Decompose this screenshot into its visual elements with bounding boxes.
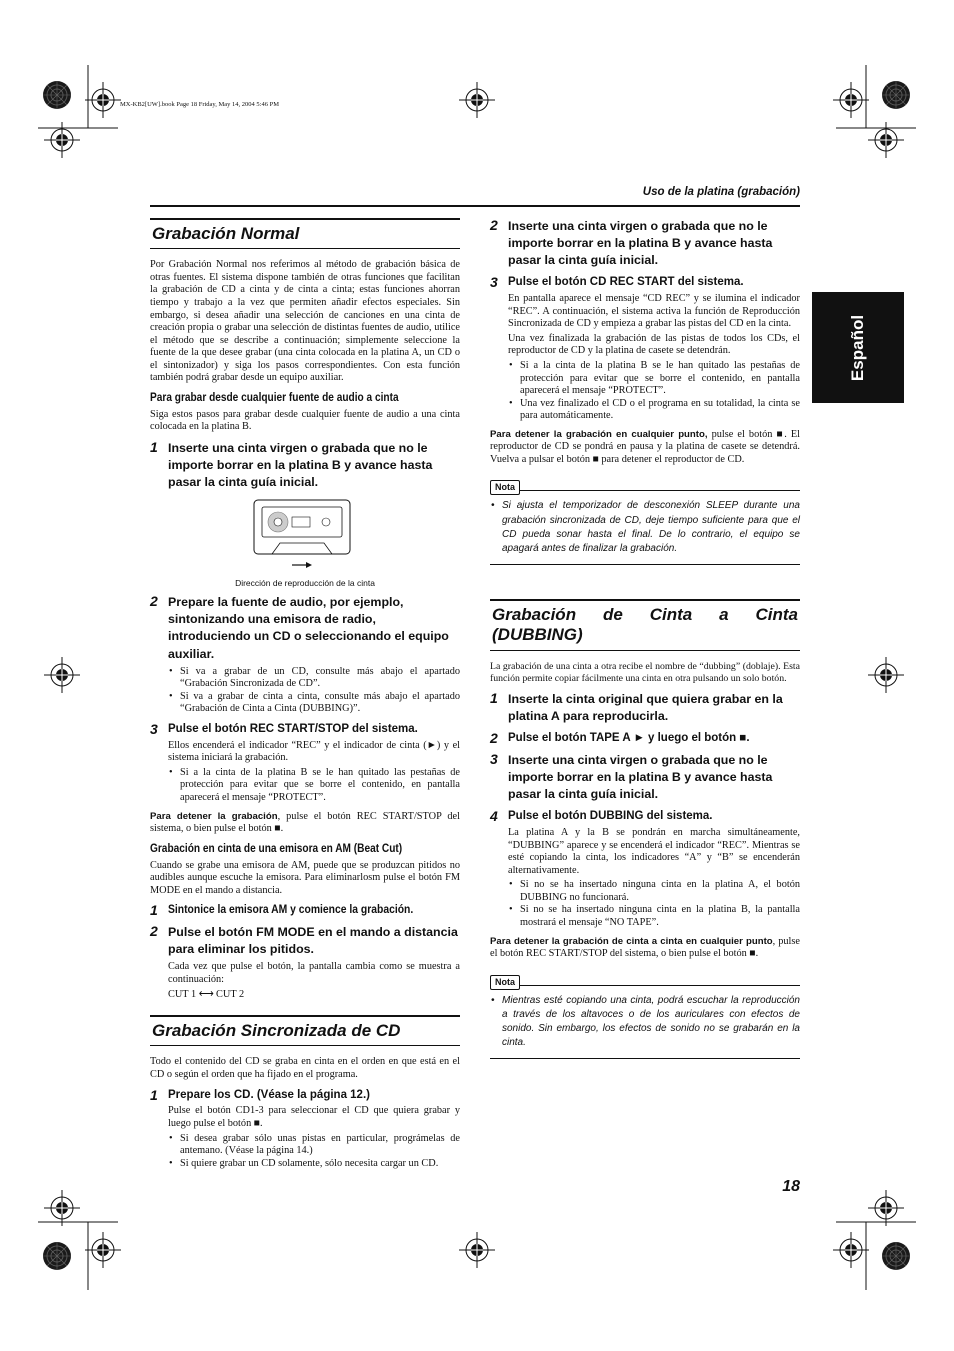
stop-note-text: , pulse el botón REC START/STOP del sistema, o bien pulse el botón ■. <box>490 935 800 960</box>
stop-note-bold: Para detener la grabación de cinta a cinta en cualquier punto <box>490 935 773 947</box>
stop-note-bold: Para detener la grabación <box>150 810 278 822</box>
note-icon: Nota <box>490 975 520 990</box>
step-number: 2 <box>490 217 498 233</box>
bullet-item: • Si desea grabar sólo unas pistas en particular, prográmelas de antemano. (Véase la página 14.) <box>180 1133 460 1158</box>
left-column <box>150 218 460 1172</box>
subheading-am-beat-cut: Grabación en cinta de una emisora en AM (Beat Cut) <box>150 842 403 855</box>
step-text: Sintonice la emisora AM y comience la grabación. <box>168 904 414 917</box>
step <box>150 903 460 918</box>
stop-note <box>490 429 800 467</box>
step-body: Una vez finalizada la grabación de las pistas de todos los CDs, el reproductor de CD y la platina de casete se detendrán. <box>508 332 800 357</box>
step-text: Pulse el botón REC START/STOP del sistema. <box>168 722 418 735</box>
language-tab <box>812 292 904 403</box>
step-text: Pulse el botón TAPE A ► y luego el botón ■. <box>508 731 750 744</box>
step-text: Inserte una cinta virgen o grabada que no le importe borrar en la platina B y avance hasta pasar la cinta guía inicial. <box>168 440 433 490</box>
step-body: Cada vez que pulse el botón, la pantalla cambia como se muestra a continuación: <box>168 961 460 985</box>
am-body: Cuando se grabe una emisora de AM, puede que se produzcan pitidos no audibles aunque escuche la emisora. Para eliminarlosm pulse el botón FM MODE en el mando a distancia. <box>150 859 460 896</box>
step-number: 1 <box>150 438 158 455</box>
cassette-illustration <box>150 499 460 588</box>
step-number: 3 <box>490 274 498 291</box>
note-box <box>490 476 800 565</box>
header-rule <box>150 205 800 207</box>
step-body: Ellos encenderá el indicador “REC” y el indicador de cinta (►) y el sistema iniciará la grabación. <box>168 739 460 764</box>
bullet-item: • Si no se ha insertado ninguna cinta en la platina B, la pantalla mostrará el mensaje “NO TAPE”. <box>520 904 800 929</box>
step-number: 4 <box>490 808 498 825</box>
step-number: 3 <box>490 750 498 767</box>
right-column <box>490 218 800 1069</box>
step-body: Pulse el botón CD1-3 para seleccionar el CD que quiera grabar y luego pulse el botón ■. <box>168 1105 460 1130</box>
stop-note <box>150 811 460 836</box>
stop-note-text: , pulse el botón REC START/STOP del sistema, o bien pulse el botón ■. <box>150 810 460 835</box>
step-body: La platina A y la B se pondrán en marcha simultáneamente, “DUBBING” aparece y se encenderá el indicador “REC”. Mientras se esté copiando la cinta, los indicadores “A” y “B” se encenderán alternativamente. <box>508 827 800 876</box>
running-header: Uso de la platina (grabación) <box>642 186 800 198</box>
cassette-icon <box>250 499 360 571</box>
step <box>150 440 460 491</box>
step-number: 2 <box>150 593 158 610</box>
note-icon: Nota <box>490 480 520 495</box>
stop-note-bold: Para detener la grabación en cualquier punto, <box>490 428 708 440</box>
step-number: 3 <box>150 720 158 737</box>
normal-intro: Por Grabación Normal nos referimos al método de grabación básica de otras fuentes. El sistema dispone también de otras funciones que facilitan la grabación de CD a cinta y de cinta a cinta; estas funciones ahorran tiempo y trabajo a la vez que permiten añadir efectos especiales. Sin embargo, si desea añadir una selección de canciones en una cinta de creación propia o grabar una selección de distintas fuentes de audio, utilice el método que se describe a continuación; simplemente seleccione la fuente de la que desee grabar (una cinta colocada en la platina A, un CD o el sintonizador) y siga los pasos correspondientes. Con esta función también podrá grabar desde un equipo auxiliar. <box>150 259 460 384</box>
bullet-item: • Si a la cinta de la platina B se le han quitado las pestañas de protección para evitar que se borre el contenido, en pantalla aparecerá el mensaje “PROTECT”. <box>180 767 460 805</box>
bullet-item: • Si quiere grabar un CD solamente, sólo necesita cargar un CD. <box>180 1158 460 1171</box>
step-number: 1 <box>150 1086 158 1103</box>
step-text: Pulse el botón DUBBING del sistema. <box>508 810 713 823</box>
step-number: 2 <box>150 923 158 940</box>
step <box>150 722 460 737</box>
step-text: Prepare los CD. (Véase la página 12.) <box>168 1088 370 1101</box>
cassette-caption: Dirección de reproducción de la cinta <box>235 577 375 588</box>
bullet-item: • Una vez finalizado el CD o el programa en su totalidad, la cinta se para automáticamente. <box>520 398 800 423</box>
stop-note-text: pulse el botón ■. El reproductor de CD se pondrá en pausa y la platina de casete se detendrá. Vuelva a pulsar el botón ■ para detener el reproductor de CD. <box>490 428 801 465</box>
page-number: 18 <box>782 1178 800 1195</box>
step-body: En pantalla aparece el mensaje “CD REC” y se ilumina el indicador “REC”. A continuación, el sistema activa la función de Reproducción Sincronizada de CD y empieza a grabar las pistas del CD en la cinta. <box>508 293 800 330</box>
language-tab-label: Español <box>848 314 867 381</box>
stop-note <box>490 936 800 961</box>
step <box>490 218 800 269</box>
cut-sequence: CUT 1 ⟷ CUT 2 <box>168 988 245 1000</box>
step-number: 1 <box>490 689 498 706</box>
step <box>150 594 460 662</box>
step-text: Inserte una cinta virgen o grabada que no le importe borrar en la platina B y avance hasta pasar la cinta guía inicial. <box>508 752 773 802</box>
step <box>490 752 800 803</box>
step-number: 1 <box>150 902 158 919</box>
section-title-dubbing: Grabación de Cinta a Cinta (DUBBING) <box>490 599 800 651</box>
step-text: Prepare la fuente de audio, por ejemplo, sintonizando una emisora de radio, introduciendo un CD o seleccionando el equipo auxiliar. <box>168 595 449 661</box>
file-header: MX-KB2[UW].book Page 18 Friday, May 14, 2004 5:46 PM <box>120 101 279 108</box>
note-item: • Mientras esté copiando una cinta, podrá escuchar la reproducción a través de los altavoces o de los auriculares con efectos de sonido. Sin embargo, los efectos de sonido no se grabarán en la cinta. <box>502 994 800 1051</box>
section-title-sync: Grabación Sincronizada de CD <box>150 1015 460 1046</box>
bullet-item: • Si no se ha insertado ninguna cinta en la platina A, el botón DUBBING no funcionará. <box>520 879 800 904</box>
note-box <box>490 971 800 1060</box>
step <box>150 924 460 958</box>
bullet-item: • Si va a grabar de cinta a cinta, consulte más abajo el apartado “Grabación de Cinta a Cinta (DUBBING)”. <box>180 691 460 716</box>
step-text: Pulse el botón CD REC START del sistema. <box>508 276 744 289</box>
note-item: • Si ajusta el temporizador de desconexión SLEEP durante una grabación sincronizada de CD, deje tiempo suficiente para que el CD pueda sonar hasta el final. De lo contrario, el equipo se apagará antes de finalizar la grabación. <box>502 499 800 556</box>
step-number: 2 <box>490 729 498 746</box>
step <box>490 809 800 824</box>
step <box>490 731 800 746</box>
step-text: Inserte la cinta original que quiera grabar en la platina A para reproducirla. <box>508 691 783 723</box>
sync-intro: Todo el contenido del CD se graba en cinta en el orden en que está en el CD o según el orden que ha fijado en el programa. <box>150 1056 460 1080</box>
subheading-any-source: Para grabar desde cualquier fuente de audio a cinta <box>150 391 399 404</box>
step <box>490 691 800 725</box>
any-source-body: Siga estos pasos para grabar desde cualquier fuente de audio a una cinta colocada en la platina B. <box>150 408 460 433</box>
bullet-item: • Si va a grabar de un CD, consulte más abajo el apartado “Grabación Sincronizada de CD”. <box>180 666 460 691</box>
step <box>490 275 800 290</box>
step-text: Pulse el botón FM MODE en el mando a distancia para eliminar los pitidos. <box>168 925 458 957</box>
dubbing-intro: La grabación de una cinta a otra recibe el nombre de “dubbing” (doblaje). Esta función permite copiar fácilmente una cinta en otra pulsando un solo botón. <box>490 660 800 684</box>
step-text: Inserte una cinta virgen o grabada que no le importe borrar en la platina B y avance hasta pasar la cinta guía inicial. <box>508 219 773 268</box>
step <box>150 1088 460 1103</box>
section-title-normal: Grabación Normal <box>150 218 460 249</box>
bullet-item: • Si a la cinta de la platina B se le han quitado las pestañas de protección para evitar que se borre el contenido, en pantalla aparecerá el mensaje “PROTECT”. <box>520 360 800 398</box>
